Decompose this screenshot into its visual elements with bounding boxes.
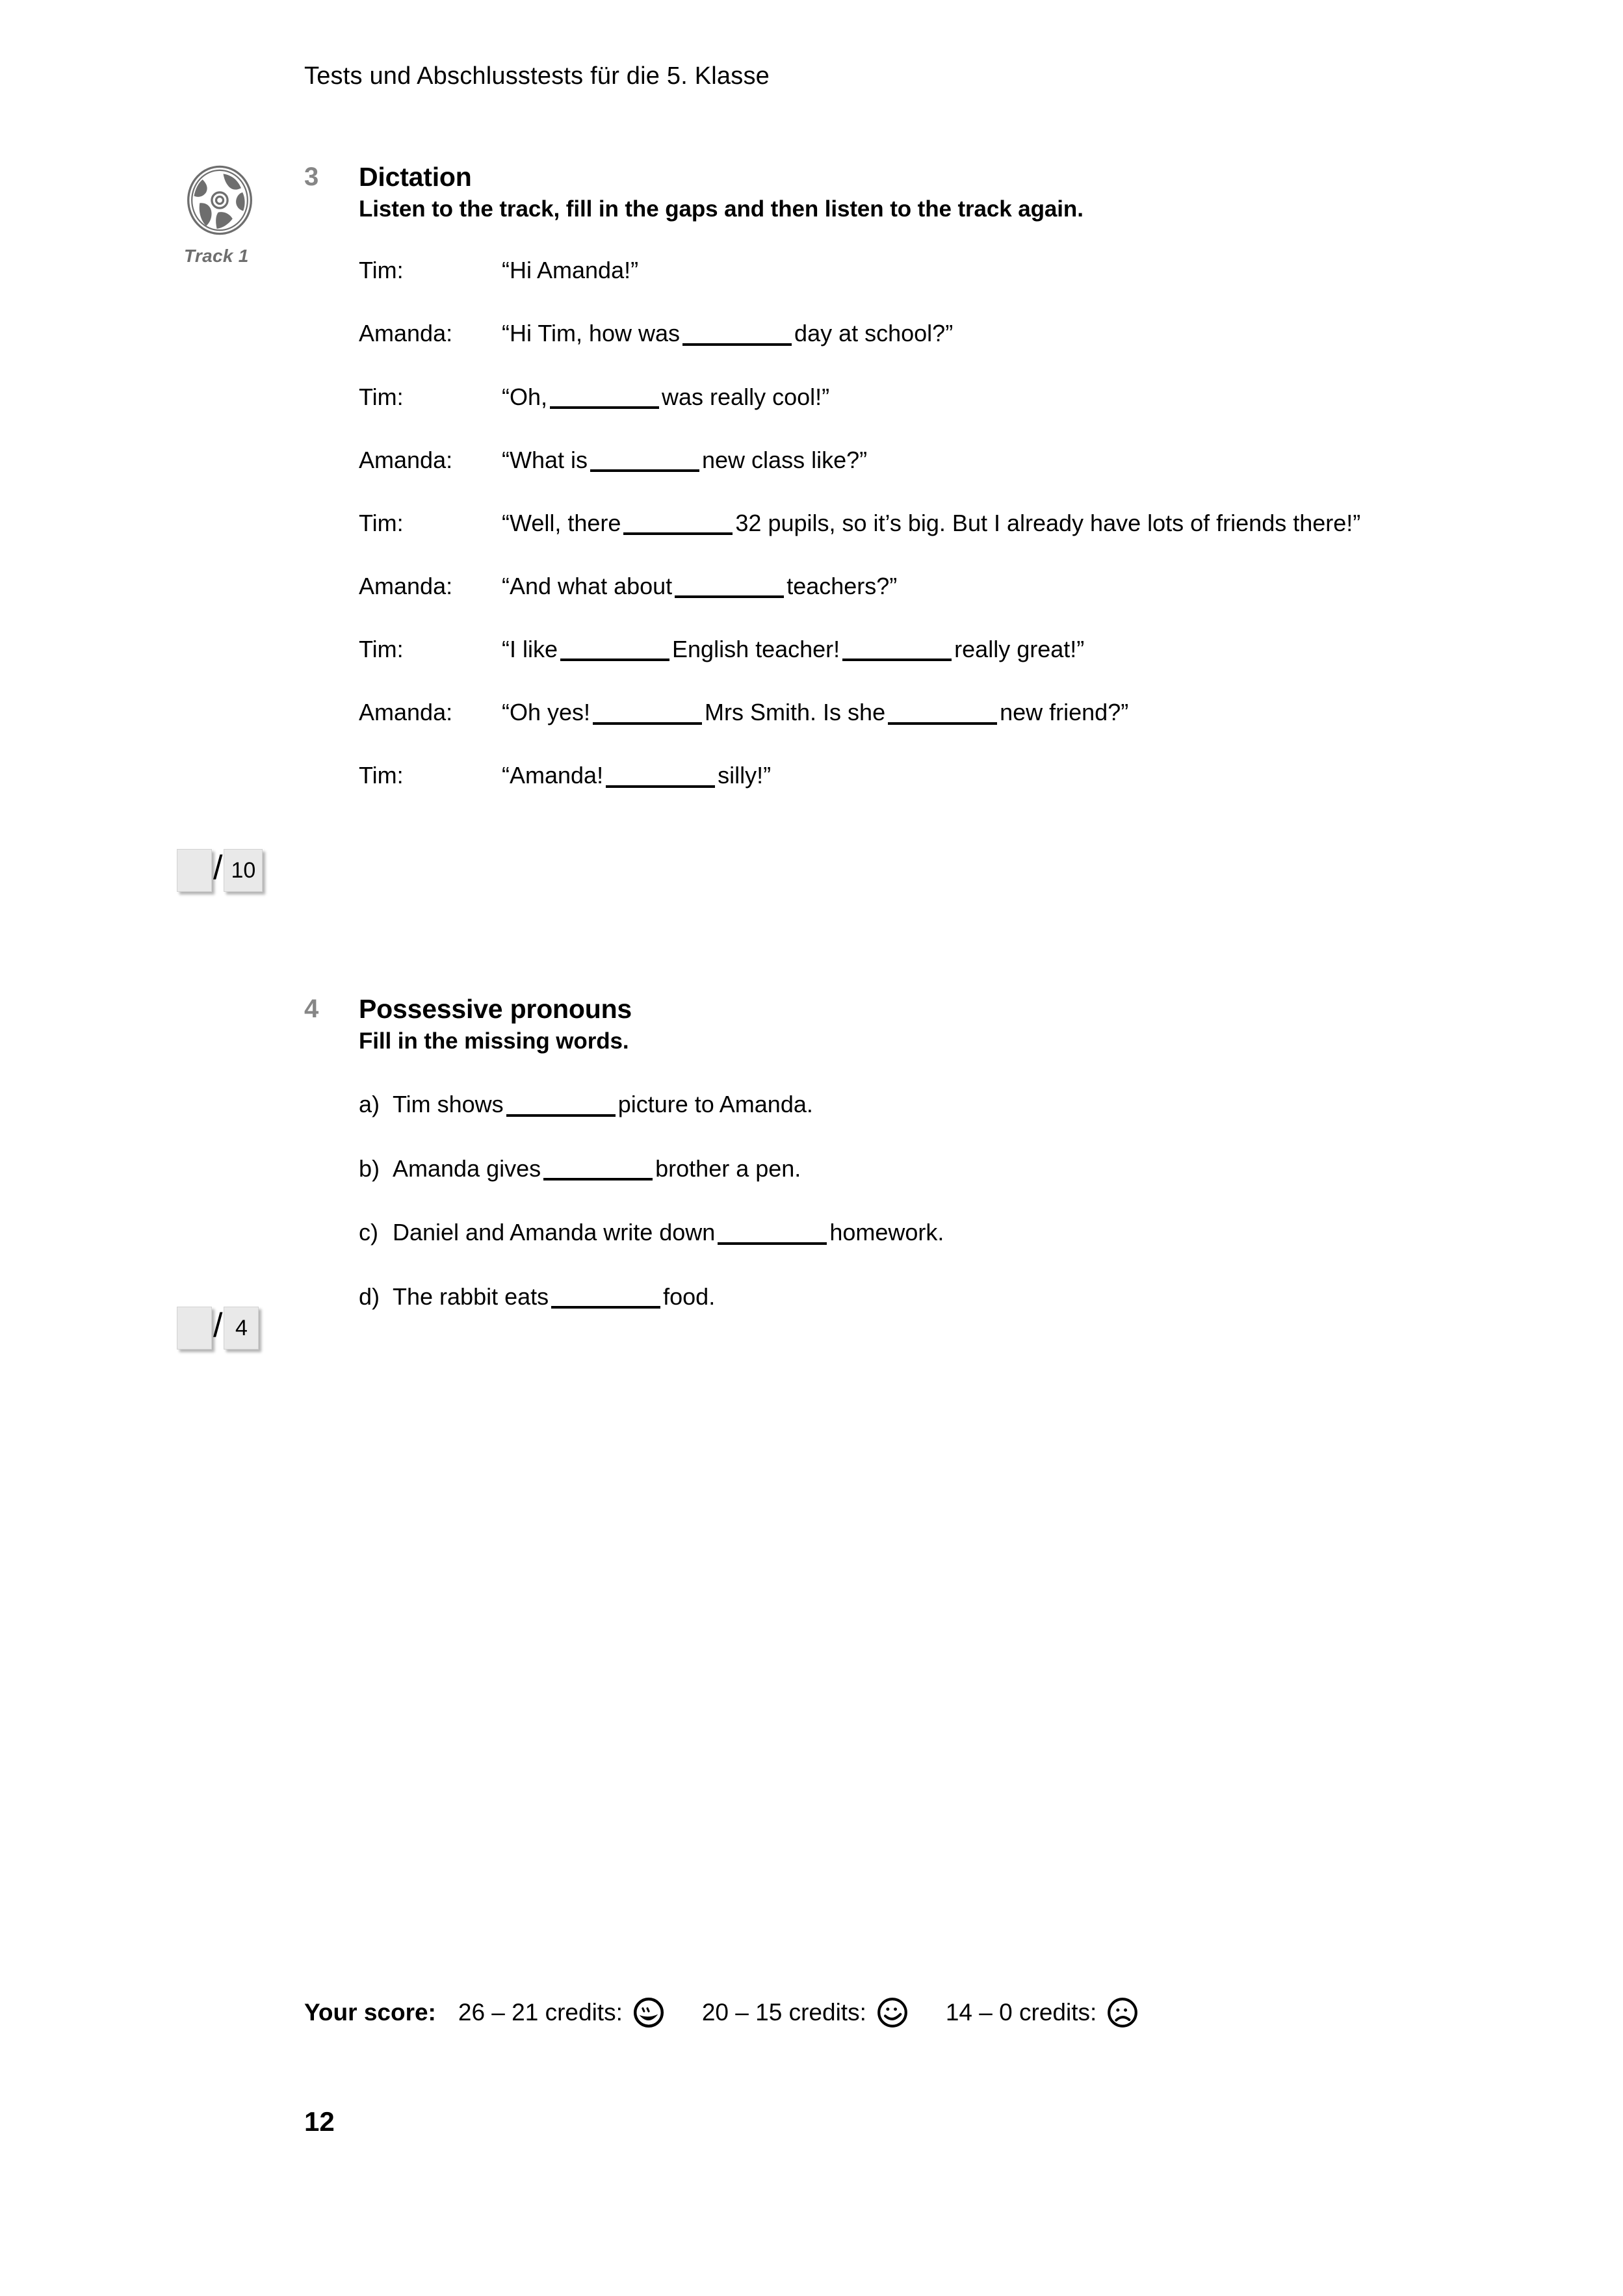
dialogue-line: [359, 569, 1448, 603]
dialogue-speaker: Tim:: [359, 636, 404, 662]
list-item: [359, 1281, 1448, 1313]
answer-blank[interactable]: [718, 1219, 827, 1245]
exercise-3: [304, 163, 1448, 822]
dialogue-text-post: silly!”: [718, 762, 772, 789]
answer-blank[interactable]: [842, 635, 952, 661]
dialogue-text-pre: “I like: [502, 636, 558, 662]
answer-blank[interactable]: [593, 699, 702, 725]
item-text: [393, 1216, 1448, 1249]
possessive-pronoun-items: [359, 1088, 1448, 1313]
score-earned-field[interactable]: [177, 849, 212, 892]
score-max: 4: [224, 1307, 259, 1350]
dialogue-text-pre: “Hi Tim, how was: [502, 320, 681, 347]
exercise-4: [304, 995, 1448, 1344]
dialogue-line: [359, 759, 1448, 792]
track-label: Track 1: [184, 246, 249, 266]
item-text-pre: Amanda gives: [393, 1155, 541, 1182]
dialogue-speaker: Tim:: [359, 383, 404, 410]
dialogue-text: [502, 317, 1448, 350]
dialogue-speaker: Tim:: [359, 509, 404, 536]
dialogue-text-pre: “Hi Amanda!”: [502, 257, 639, 284]
grinning-face-icon: [632, 1996, 666, 2029]
list-item: [359, 1153, 1448, 1185]
dialogue-speaker: Amanda:: [359, 699, 453, 726]
dialogue-text-post: really great!”: [954, 636, 1085, 662]
dialogue-speaker: Tim:: [359, 257, 404, 284]
score-band: [946, 1996, 1139, 2029]
dialogue-text: [502, 506, 1448, 540]
dialogue-line: [359, 443, 1448, 476]
list-item: [359, 1088, 1448, 1121]
answer-blank[interactable]: [560, 635, 669, 661]
answer-blank[interactable]: [675, 572, 784, 598]
dialogue-text-mid: English teacher!: [672, 636, 840, 662]
item-marker: d): [359, 1283, 380, 1310]
answer-blank[interactable]: [506, 1091, 616, 1117]
cd-globe-icon: [184, 164, 255, 237]
item-marker: a): [359, 1091, 380, 1118]
smiling-face-icon: [876, 1996, 909, 2029]
item-marker: c): [359, 1219, 378, 1246]
dialogue-text: [502, 633, 1448, 666]
score-earned-field[interactable]: [177, 1307, 212, 1350]
exercise-4-instruction: Fill in the missing words.: [359, 1028, 629, 1054]
exercise-3-number: 3: [304, 163, 319, 191]
answer-blank[interactable]: [606, 762, 715, 788]
score-band: [458, 1996, 666, 2029]
dialogue-text: [502, 380, 1448, 413]
item-text-pre: The rabbit eats: [393, 1283, 549, 1310]
answer-blank[interactable]: [888, 699, 997, 725]
dialogue-text-pre: “Amanda!: [502, 762, 604, 789]
dialogue-text-post: was really cool!”: [662, 383, 830, 410]
item-text: [393, 1153, 1448, 1185]
dialogue-speaker: Amanda:: [359, 446, 453, 473]
answer-blank[interactable]: [550, 383, 659, 409]
dialogue-speaker: Amanda:: [359, 320, 453, 347]
item-text-post: food.: [663, 1283, 716, 1310]
score-legend: [304, 1996, 1176, 2029]
exercise-4-number: 4: [304, 995, 319, 1023]
dialogue-text: [502, 696, 1448, 729]
answer-blank[interactable]: [551, 1283, 660, 1309]
item-text-post: brother a pen.: [655, 1155, 801, 1182]
dialogue-line: [359, 506, 1448, 540]
score-box-exercise-3[interactable]: [177, 849, 263, 892]
exercise-4-title: Possessive pronouns: [359, 994, 632, 1024]
dialogue-line: [359, 380, 1448, 413]
dialogue-line: [359, 317, 1448, 350]
score-max: 10: [224, 849, 263, 892]
dialogue-text-pre: “Oh,: [502, 383, 548, 410]
exercise-3-title: Dictation: [359, 162, 472, 192]
dialogue-text-post: teachers?”: [786, 572, 898, 599]
item-text-pre: Tim shows: [393, 1091, 504, 1118]
dialogue-text: [502, 759, 1448, 792]
score-band-range: 26 – 21 credits:: [458, 1999, 623, 2026]
track-marker: [184, 164, 301, 267]
dialogue-text-pre: “Oh yes!: [502, 699, 591, 726]
exercise-3-instruction: Listen to the track, fill in the gaps and then listen to the track again.: [359, 196, 1084, 222]
answer-blank[interactable]: [543, 1155, 653, 1181]
answer-blank[interactable]: [590, 446, 699, 472]
dialogue-text: [502, 254, 1448, 287]
score-band-range: 20 – 15 credits:: [701, 1999, 866, 2026]
frowning-face-icon: [1106, 1996, 1139, 2029]
score-legend-title: Your score:: [304, 1999, 436, 2026]
dialogue-text-post: day at school?”: [794, 320, 954, 347]
dialogue-line: [359, 254, 1448, 287]
running-header: Tests und Abschlusstests für die 5. Klasse: [304, 62, 770, 90]
dialogue-text-pre: “And what about: [502, 572, 673, 599]
item-text: [393, 1281, 1448, 1313]
dialogue-speaker: Tim:: [359, 762, 404, 789]
dialogue-text-post: 32 pupils, so it’s big. But I already have lots of friends there!”: [735, 509, 1361, 536]
dictation-dialogue: [359, 254, 1448, 792]
answer-blank[interactable]: [682, 320, 792, 346]
score-band: [702, 1996, 909, 2029]
dialogue-text-pre: “Well, there: [502, 509, 621, 536]
score-band-range: 14 – 0 credits:: [945, 1999, 1097, 2026]
score-slash: /: [213, 1307, 223, 1344]
dialogue-line: [359, 696, 1448, 729]
page-number: 12: [304, 2106, 335, 2137]
dialogue-text: [502, 443, 1448, 476]
dialogue-text-post: new class like?”: [702, 446, 868, 473]
dialogue-speaker: Amanda:: [359, 572, 453, 599]
dialogue-text: [502, 569, 1448, 603]
item-text: [393, 1088, 1448, 1121]
answer-blank[interactable]: [623, 509, 733, 535]
dialogue-line: [359, 633, 1448, 666]
score-box-exercise-4[interactable]: [177, 1307, 259, 1350]
list-item: [359, 1216, 1448, 1249]
item-text-post: homework.: [829, 1219, 944, 1246]
dialogue-text-mid: Mrs Smith. Is she: [705, 699, 886, 726]
score-slash: /: [213, 849, 223, 887]
dialogue-text-post: new friend?”: [1000, 699, 1129, 726]
item-marker: b): [359, 1155, 380, 1182]
dialogue-text-pre: “What is: [502, 446, 588, 473]
item-text-post: picture to Amanda.: [617, 1091, 813, 1118]
item-text-pre: Daniel and Amanda write down: [393, 1219, 716, 1246]
